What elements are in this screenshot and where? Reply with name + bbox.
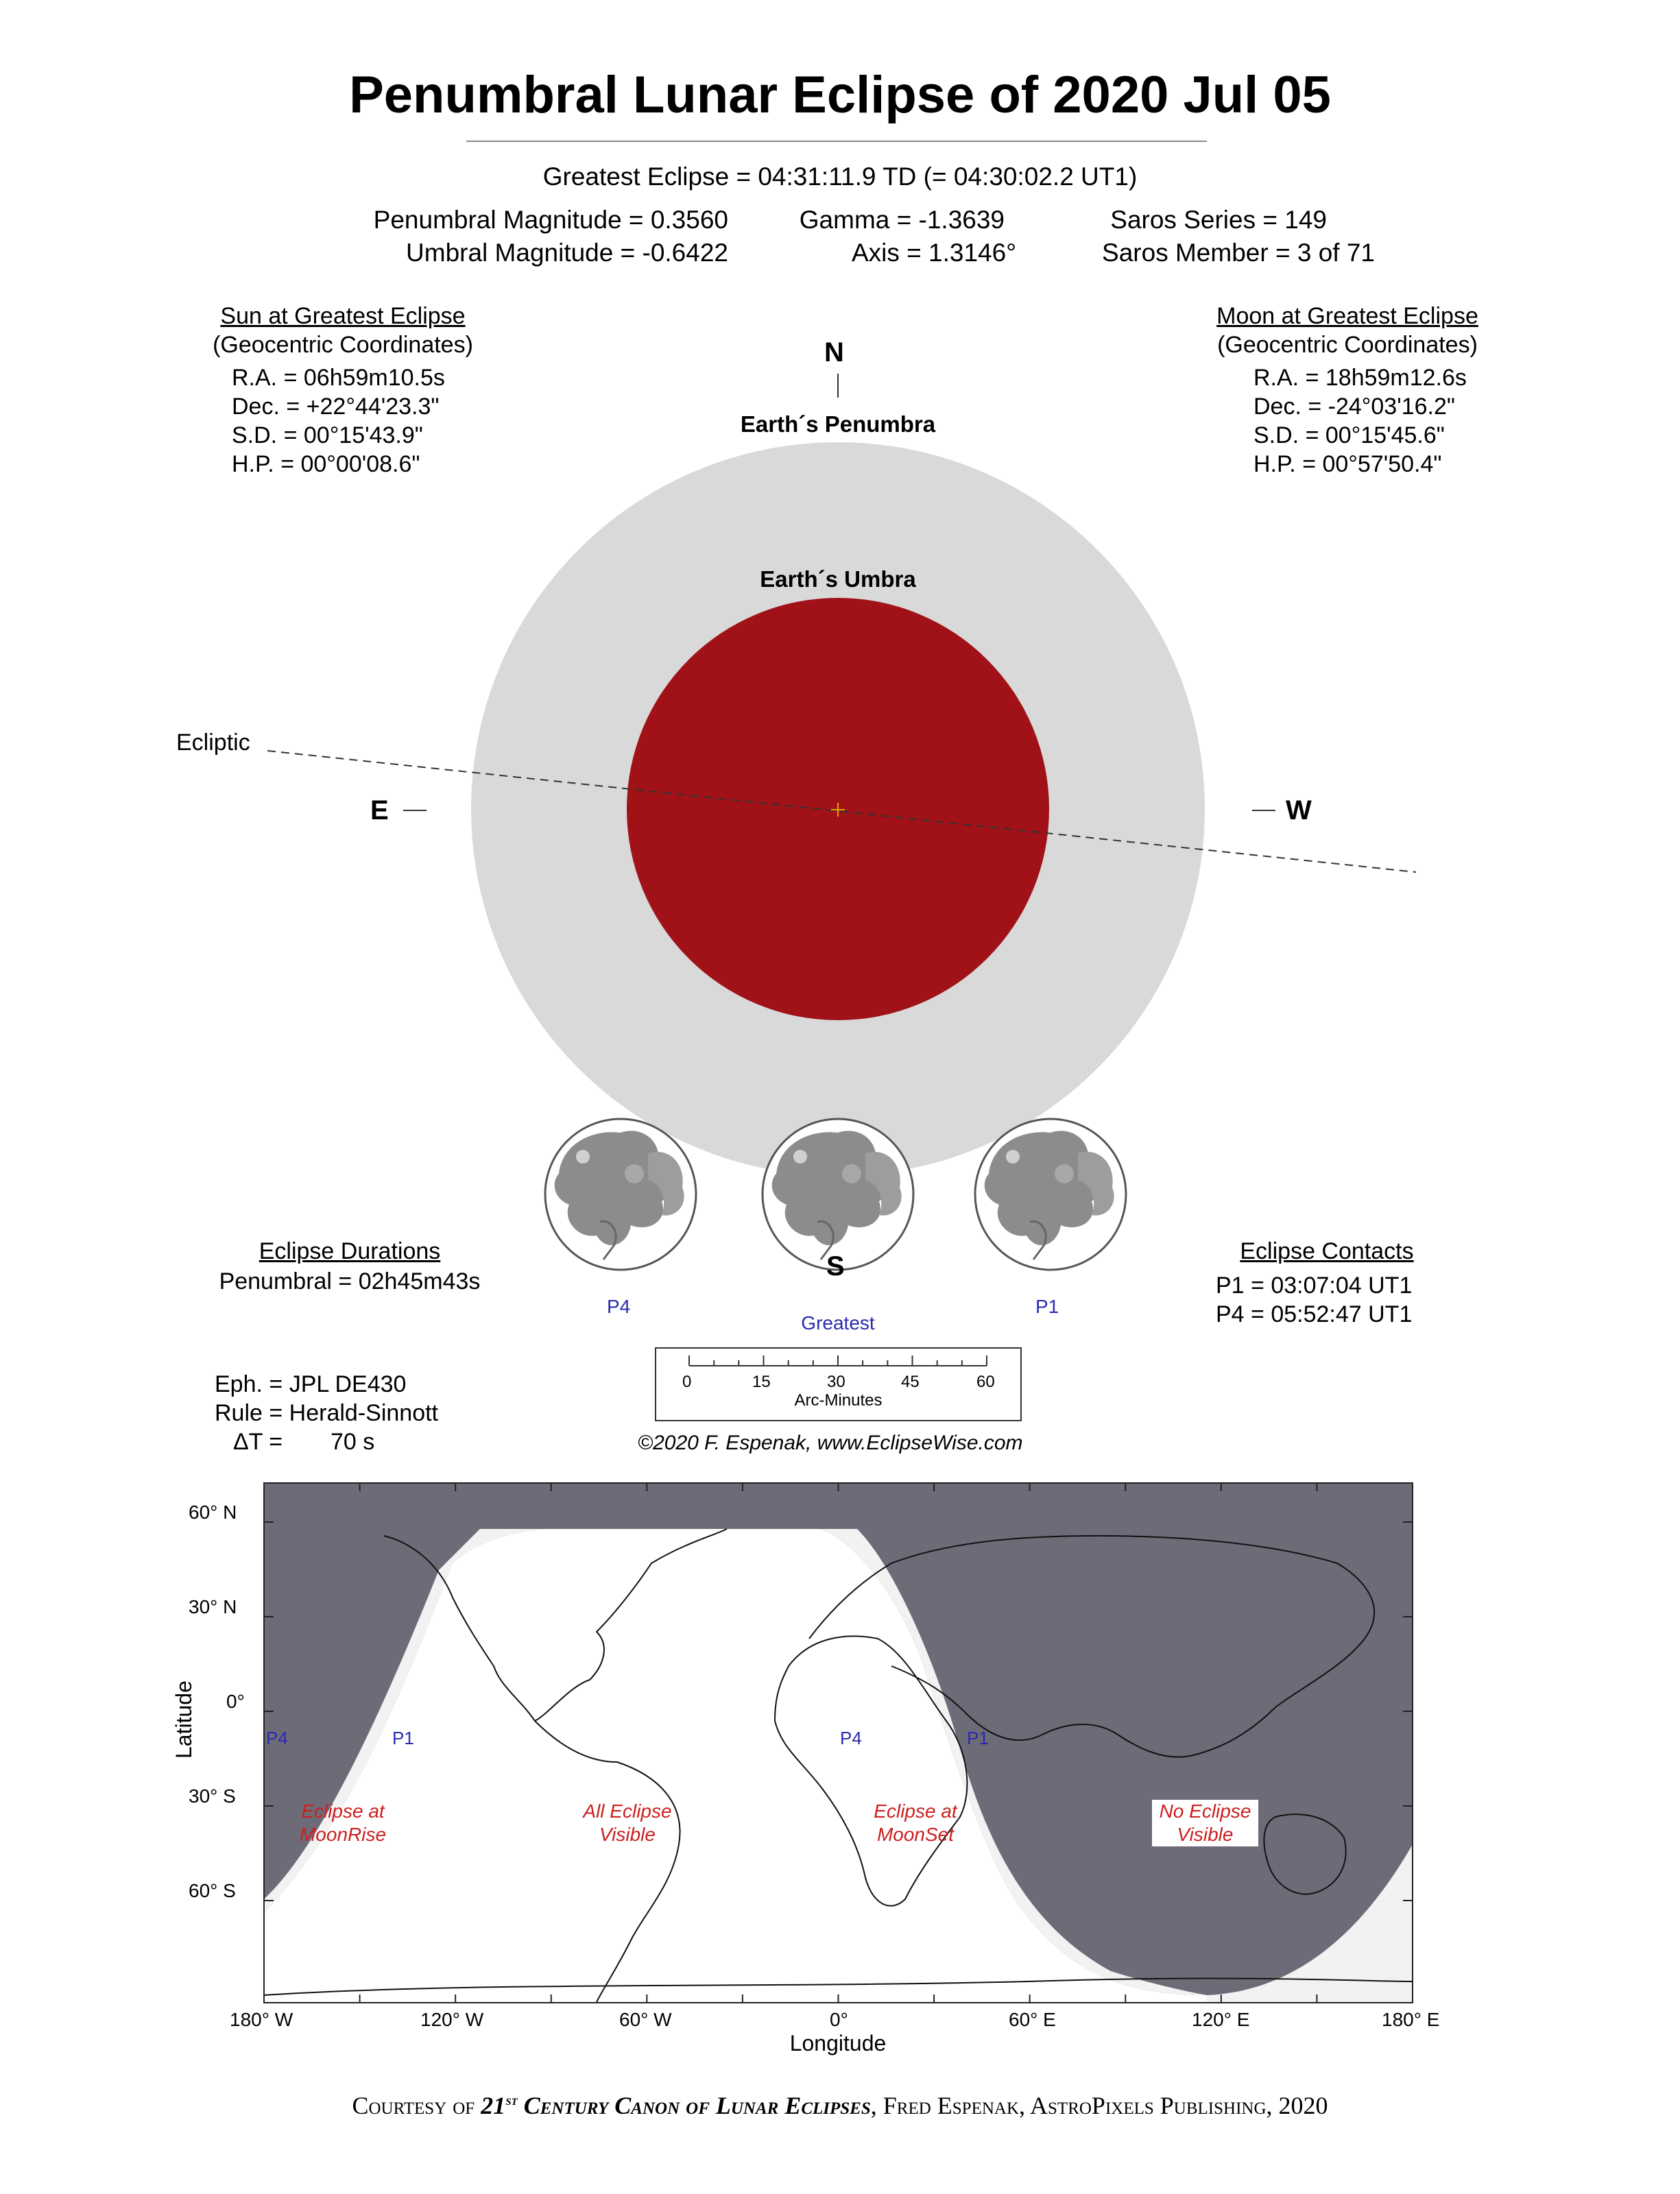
region-moonset-line1: Eclipse at: [874, 1800, 957, 1822]
moon-dec: Dec. = -24°03'16.2": [1253, 394, 1455, 420]
sun-ra: R.A. = 06h59m10.5s: [232, 365, 445, 391]
rule: Rule = Herald-Sinnott: [215, 1400, 439, 1426]
moon-label-p4: P4: [607, 1296, 631, 1317]
saros-member: Saros Member = 3 of 71: [1102, 239, 1375, 267]
moon-ra: R.A. = 18h59m12.6s: [1253, 365, 1467, 391]
sun-subheading: (Geocentric Coordinates): [213, 332, 473, 358]
ecliptic-label: Ecliptic: [176, 730, 250, 756]
scale-tick-0: 0: [682, 1373, 692, 1391]
footer-canon-sup: st: [505, 2091, 518, 2108]
south-label: S: [826, 1251, 845, 1281]
contact-p1: P1 = 03:07:04 UT1: [1216, 1273, 1413, 1299]
sun-sd: S.D. = 00°15'43.9": [232, 422, 423, 448]
region-all-visible-line2: Visible: [599, 1824, 656, 1845]
lon-tick-180w: 180° W: [230, 2009, 293, 2030]
lat-tick-0: 0°: [226, 1691, 245, 1712]
east-label: E: [370, 795, 389, 825]
lon-tick-120e: 120° E: [1192, 2009, 1250, 2030]
region-all-visible: [552, 1800, 703, 1846]
lat-tick-30n: 30° N: [189, 1596, 237, 1617]
map-marker-p1-east: P1: [967, 1728, 989, 1748]
scale-tick-45: 45: [901, 1373, 920, 1391]
lon-tick-180e: 180° E: [1382, 2009, 1440, 2030]
penumbral-duration: Penumbral = 02h45m43s: [219, 1268, 481, 1294]
penumbra-label: Earth´s Penumbra: [740, 411, 936, 437]
map-y-axis-label: Latitude: [171, 1680, 196, 1759]
region-not-visible-line1: No Eclipse: [1159, 1800, 1251, 1822]
page-title: Penumbral Lunar Eclipse of 2020 Jul 05: [349, 66, 1331, 124]
sun-heading: Sun at Greatest Eclipse: [220, 303, 466, 329]
umbra-label: Earth´s Umbra: [760, 566, 916, 592]
footer-canon-num: 21: [481, 2092, 506, 2119]
footer-canon-title: Century Canon of Lunar Eclipses: [517, 2092, 871, 2119]
moon-hp: H.P. = 00°57'50.4": [1253, 451, 1442, 477]
moon-label-greatest: Greatest: [801, 1312, 875, 1334]
lat-tick-60s: 60° S: [189, 1880, 236, 1901]
region-moonrise-line2: MoonRise: [299, 1824, 387, 1845]
contact-p4: P4 = 05:52:47 UT1: [1216, 1301, 1413, 1327]
scale-tick-30: 30: [827, 1373, 845, 1391]
axis-value: Axis = 1.3146°: [851, 239, 1016, 267]
footer-courtesy: Courtesy of: [352, 2092, 481, 2119]
penumbral-magnitude: Penumbral Magnitude = 0.3560: [373, 206, 728, 234]
moon-subheading: (Geocentric Coordinates): [1217, 332, 1478, 358]
region-moonrise: [267, 1800, 418, 1846]
map-marker-p1-west: P1: [392, 1728, 414, 1748]
sun-hp: H.P. = 00°00'08.6": [232, 451, 420, 477]
region-all-visible-line1: All Eclipse: [583, 1800, 672, 1822]
umbral-magnitude: Umbral Magnitude = -0.6422: [406, 239, 728, 267]
moon-greatest: [763, 1119, 913, 1270]
moon-label-p1: P1: [1035, 1296, 1059, 1317]
region-moonset-line2: MoonSet: [876, 1824, 955, 1845]
gamma-value: Gamma = -1.3639: [799, 206, 1005, 234]
map-marker-p4-east: P4: [840, 1728, 862, 1748]
lon-tick-60e: 60° E: [1009, 2009, 1056, 2030]
region-moonset: [840, 1800, 991, 1846]
moon-p4: [545, 1119, 696, 1270]
lon-tick-120w: 120° W: [420, 2009, 484, 2030]
visibility-map: [0, 1460, 1680, 2077]
map-x-axis-label: Longitude: [789, 2031, 887, 2056]
west-label: W: [1286, 795, 1312, 825]
moon-heading: Moon at Greatest Eclipse: [1216, 303, 1478, 329]
moon-p1: [975, 1119, 1126, 1270]
sun-dec: Dec. = +22°44'23.3": [232, 394, 440, 420]
durations-heading: Eclipse Durations: [259, 1238, 441, 1264]
lat-tick-30s: 30° S: [189, 1785, 236, 1807]
greatest-eclipse-time: Greatest Eclipse = 04:31:11.9 TD (= 04:30:02.2 UT1): [542, 162, 1138, 191]
delta-t-value: 70 s: [331, 1429, 375, 1455]
lat-tick-60n: 60° N: [189, 1502, 237, 1523]
lon-tick-0: 0°: [830, 2009, 848, 2030]
delta-t-label: ΔT =: [233, 1429, 283, 1455]
north-label: N: [824, 337, 844, 367]
region-not-visible-line2: Visible: [1177, 1824, 1234, 1845]
contacts-heading: Eclipse Contacts: [1240, 1238, 1414, 1264]
footer-rest: , Fred Espenak, AstroPixels Publishing, 2020: [870, 2092, 1328, 2119]
region-not-visible: [1152, 1800, 1258, 1846]
map-marker-p4-west: P4: [266, 1728, 288, 1748]
scale-tick-15: 15: [752, 1373, 771, 1391]
scale-label: Arc-Minutes: [794, 1391, 883, 1410]
footer-credit: [0, 2091, 1680, 2120]
ephemeris: Eph. = JPL DE430: [215, 1371, 407, 1397]
moon-sd: S.D. = 00°15'45.6": [1253, 422, 1445, 448]
saros-series: Saros Series = 149: [1110, 206, 1327, 234]
lon-tick-60w: 60° W: [619, 2009, 672, 2030]
credit: ©2020 F. Espenak, www.EclipseWise.com: [638, 1432, 1023, 1454]
region-moonrise-line1: Eclipse at: [301, 1800, 385, 1822]
scale-tick-60: 60: [976, 1373, 995, 1391]
arc-minute-scale: [655, 1347, 1022, 1421]
